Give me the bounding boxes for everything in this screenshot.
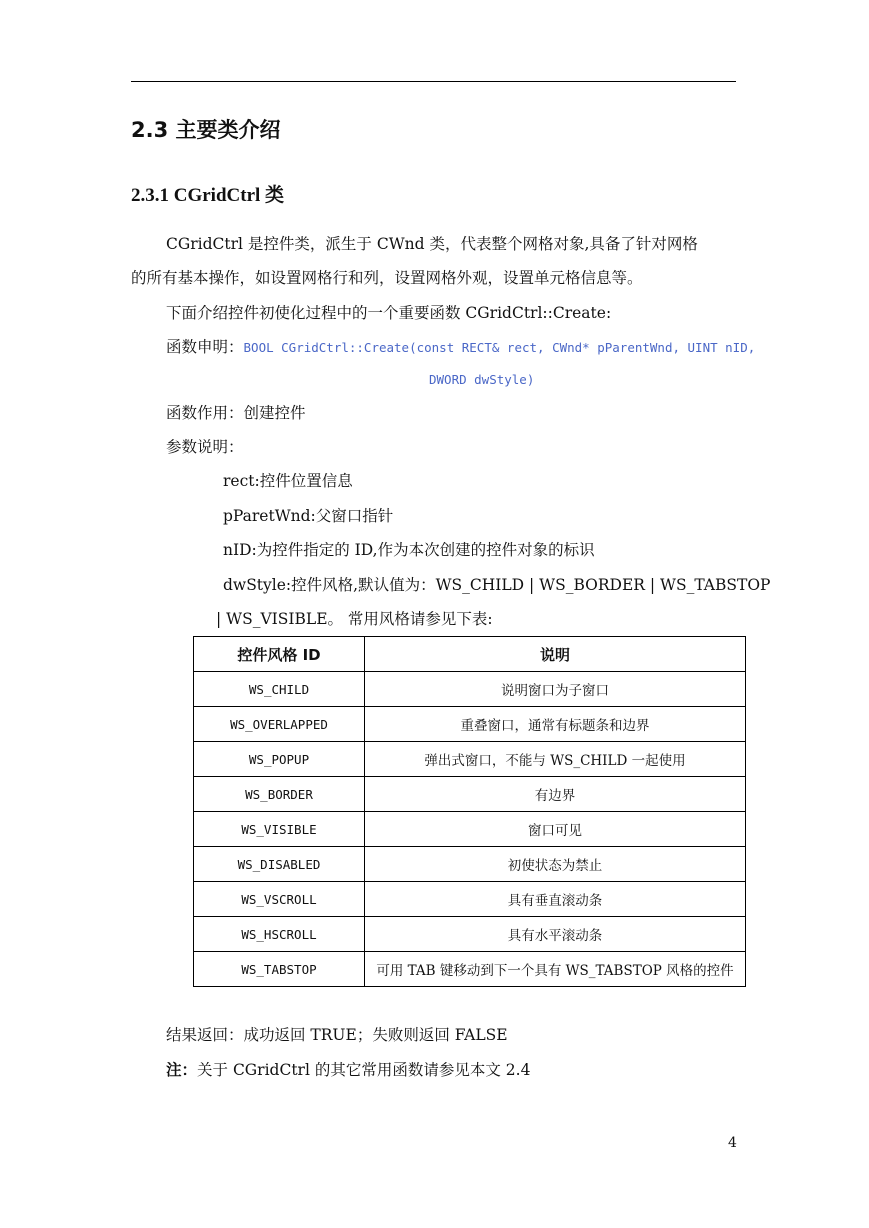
table-row <box>194 952 746 987</box>
style-id: WS_TABSTOP <box>194 952 365 987</box>
table-row <box>194 882 746 917</box>
page-number: 4 <box>728 1135 737 1151</box>
header-rule <box>131 81 736 82</box>
table-row <box>194 847 746 882</box>
table-header-id: 控件风格 ID <box>194 637 365 672</box>
decl-code-1: BOOL CGridCtrl::Create(const RECT& rect, CWnd* pParentWnd, UINT nID, <box>243 340 756 355</box>
note-line <box>166 1060 530 1080</box>
style-desc: 窗口可见 <box>365 812 746 847</box>
table-row <box>194 777 746 812</box>
purpose: 函数作用：创建控件 <box>166 404 306 422</box>
style-desc: 有边界 <box>365 777 746 812</box>
para1-line2: 的所有基本操作，如设置网格行和列，设置网格外观，设置单元格信息等。 <box>131 269 643 287</box>
table-row <box>194 812 746 847</box>
param-rect: rect:控件位置信息 <box>223 472 353 490</box>
style-desc: 说明窗口为子窗口 <box>365 672 746 707</box>
style-id: WS_HSCROLL <box>194 917 365 952</box>
style-desc: 具有水平滚动条 <box>365 917 746 952</box>
result-text: 结果返回：成功返回 TRUE；失败则返回 FALSE <box>166 1026 508 1044</box>
style-id: WS_CHILD <box>194 672 365 707</box>
table-header-row <box>194 637 746 672</box>
style-table <box>193 636 746 987</box>
style-id: WS_POPUP <box>194 742 365 777</box>
params-label: 参数说明： <box>166 438 244 456</box>
style-id: WS_OVERLAPPED <box>194 707 365 742</box>
param-style-line2: | WS_VISIBLE。 常用风格请参见下表: <box>216 610 493 628</box>
section-title: 2.3 主要类介绍 <box>131 118 281 142</box>
note-label: 注： <box>166 1060 198 1079</box>
style-desc: 弹出式窗口，不能与 WS_CHILD 一起使用 <box>365 742 746 777</box>
style-id: WS_VISIBLE <box>194 812 365 847</box>
param-parent: pParetWnd:父窗口指针 <box>223 507 394 525</box>
style-id: WS_BORDER <box>194 777 365 812</box>
style-desc: 具有垂直滚动条 <box>365 882 746 917</box>
table-row <box>194 742 746 777</box>
decl-code-2: DWORD dwStyle) <box>429 372 535 387</box>
table-row <box>194 672 746 707</box>
style-desc: 可用 TAB 键移动到下一个具有 WS_TABSTOP 风格的控件 <box>365 952 746 987</box>
param-style-line1: dwStyle:控件风格,默认值为：WS_CHILD | WS_BORDER | WS_TABSTOP <box>223 576 771 594</box>
table-header-desc: 说明 <box>365 637 746 672</box>
subsection-title: 2.3.1 CGridCtrl 类 <box>131 185 285 206</box>
style-desc: 初使状态为禁止 <box>365 847 746 882</box>
decl-line1 <box>166 337 755 358</box>
decl-label: 函数申明： <box>166 338 244 356</box>
style-id: WS_VSCROLL <box>194 882 365 917</box>
table-row <box>194 917 746 952</box>
style-desc: 重叠窗口，通常有标题条和边界 <box>365 707 746 742</box>
para2: 下面介绍控件初使化过程中的一个重要函数 CGridCtrl::Create: <box>166 304 612 322</box>
table-row <box>194 707 746 742</box>
style-id: WS_DISABLED <box>194 847 365 882</box>
param-nid: nID:为控件指定的 ID,作为本次创建的控件对象的标识 <box>223 541 595 559</box>
note-text: 关于 CGridCtrl 的其它常用函数请参见本文 2.4 <box>197 1061 531 1079</box>
para1-line1: CGridCtrl 是控件类，派生于 CWnd 类，代表整个网格对象,具备了针对网格 <box>166 235 698 253</box>
